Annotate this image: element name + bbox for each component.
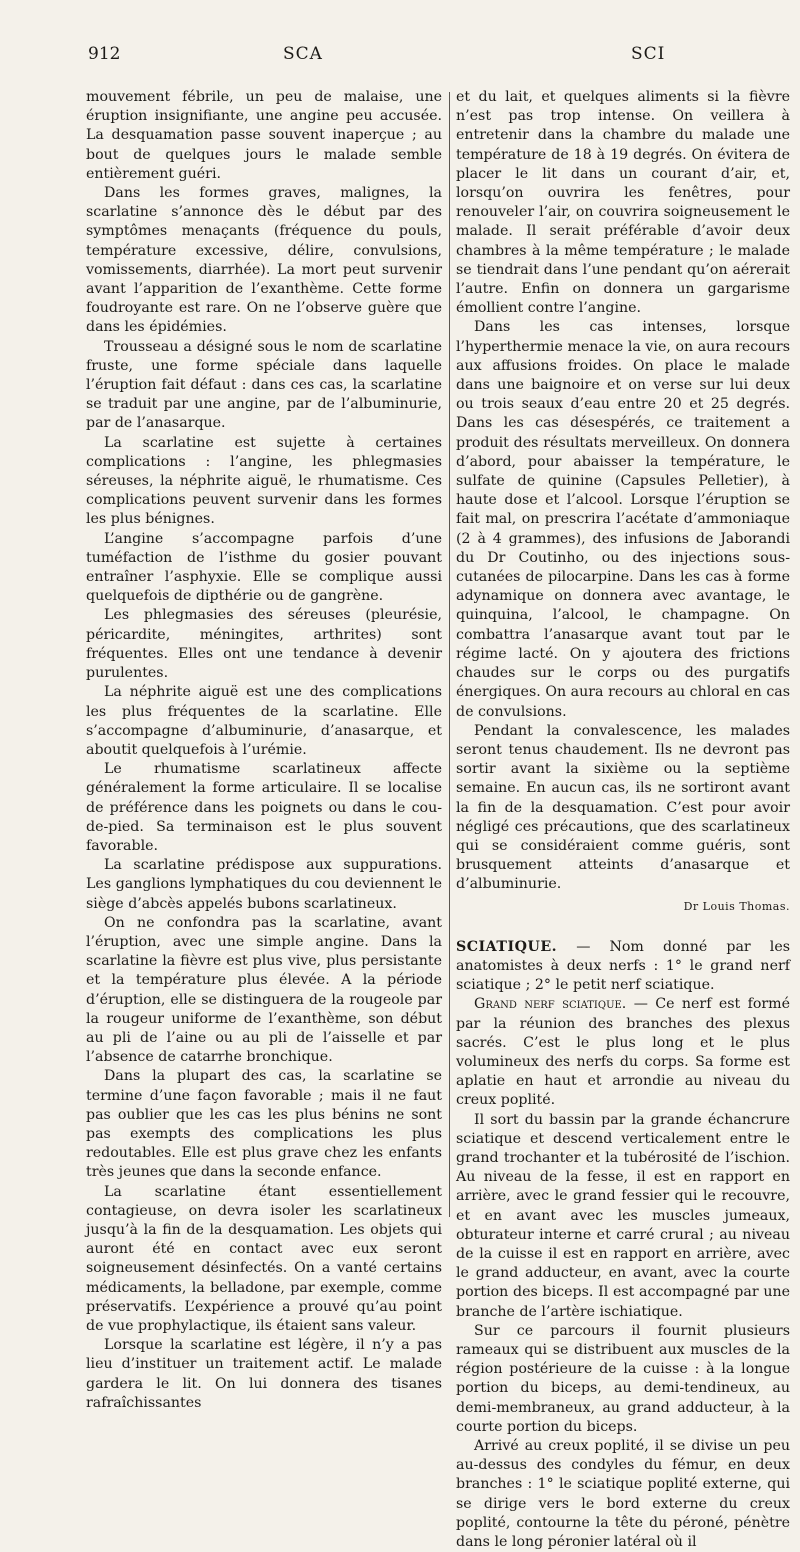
paragraph: Dans les formes graves, malignes, la scarlatine s’annonce dès le début par des symptômes menaçants (fréquence du pouls, température excessive, délire, convulsions, vomissements, diarrhée). La mort peut survenir avant l’apparition de l’exanthème. Cette forme foudroyante est rare. On ne l’observe guère que dans les épidémies.	[86, 185, 442, 336]
paragraph: Arrivé au creux poplité, il se divise un peu au-dessus des condyles du fémur, en deux branches : 1° le sciatique poplité externe, qui se dirige vers le bord externe du creux poplité, contourne la tête du péroné, pénètre dans le long péronier latéral où il	[456, 1438, 790, 1551]
right-column	[456, 88, 790, 1552]
paragraph: Lorsque la scarlatine est légère, il n’y a pas lieu d’instituer un traitement actif. Le malade gardera le lit. On lui donnera des tisanes rafraîchissantes	[86, 1337, 442, 1411]
paragraph: On ne confondra pas la scarlatine, avant l’éruption, avec une simple angine. Dans la scarlatine la fièvre est plus vive, plus persistante et la température plus élevée. A la période d’éruption, elle se distinguera de la rougeole par la rougeur uniforme de l’exanthème, son début au pli de l’aine ou au pli de l’aisselle et par l’absence de catarrhe bronchique.	[86, 914, 442, 1066]
entry-definition	[456, 938, 790, 996]
paragraph: La scarlatine est sujette à certaines complications : l’angine, les phlegmasies séreuses, la néphrite aiguë, le rhumatisme. Ces complications peuvent survenir dans les formes les plus bénignes.	[86, 434, 442, 528]
entry-headword: SCIATIQUE.	[456, 938, 558, 955]
subsection-paragraph	[456, 995, 790, 1110]
paragraph: La néphrite aiguë est une des complications les plus fréquentes de la scarlatine. Elle s’accompagne d’albuminurie, d’anasarque, et aboutit quelquefois à l’urémie.	[86, 684, 442, 758]
subsection-text: — Ce nerf est formé par la réunion des branches des plexus sacrés. C’est le plus long et le plus volumineux des nerfs du corps. Sa forme est aplatie en haut et arrondie au niveau du creux poplité.	[456, 996, 790, 1109]
entry-definition-text: — Nom donné par les anatomistes à deux nerfs : 1° le grand nerf sciatique ; 2° le petit nerf sciatique.	[456, 938, 790, 994]
running-header	[88, 44, 778, 74]
paragraph: Trousseau a désigné sous le nom de scarlatine fruste, une forme spéciale dans laquelle l’éruption fait défaut : dans ces cas, la scarlatine se traduit par une angine, par de l’albuminurie, par de l’anasarque.	[86, 338, 442, 432]
left-running-head: SCA	[283, 44, 323, 64]
paragraph: La scarlatine prédispose aux suppurations. Les ganglions lymphatiques du cou deviennent le siège d’abcès appelés bubons scarlatineux.	[86, 857, 442, 912]
paragraph: La scarlatine étant essentiellement contagieuse, on devra isoler les scarlatineux jusqu’à la fin de la desquamation. Les objets qui auront été en contact avec eux seront soigneusement désinfectés. On a vanté certains médicaments, la belladone, par exemple, comme préservatifs. L’expérience a prouvé qu’au point de vue prophylactique, ils étaient sans valeur.	[86, 1183, 442, 1334]
paragraph: et du lait, et quelques aliments si la fièvre n’est pas trop intense. On veillera à entretenir dans la chambre du malade une température de 18 à 19 degrés. On évitera de placer le lit dans un courant d’air, et, lorsqu’on ouvrira les fenêtres, pour renouveler l’air, on couvrira soigneusement le malade. Il serait préférable d’avoir deux chambres à la même température ; le malade se tiendrait dans l’une pendant qu’on aérerait l’autre. Enfin on donnera un gargarisme émollient contre l’angine.	[456, 89, 790, 317]
page-number: 912	[88, 44, 121, 64]
paragraph: Le rhumatisme scarlatineux affecte généralement la forme articulaire. Il se localise de préférence dans les poignets ou dans le cou-de-pied. Sa terminaison est le plus souvent favorable.	[86, 761, 442, 854]
subsection-heading: Grand nerf sciatique.	[474, 996, 627, 1013]
paragraph: Pendant la convalescence, les malades seront tenus chaudement. Ils ne devront pas sortir avant la sixième ou la septième semaine. En aucun cas, ils ne sortiront avant la fin de la desquamation. C’est pour avoir négligé ces précautions, que des scarlatineux qui se considéraient comme guéris, sont brusquement atteints d’anasarque et d’albuminurie.	[456, 722, 790, 893]
paragraph: Dans la plupart des cas, la scarlatine se termine d’une façon favorable ; mais il ne faut pas oublier que les cas les plus bénins ne sont pas exempts des complications les plus redoutables. Elle est plus grave chez les enfants très jeunes que dans la seconde enfance.	[86, 1068, 442, 1181]
paragraph: L’angine s’accompagne parfois d’une tuméfaction de l’isthme du gosier pouvant entraîner l’asphyxie. Elle se complique aussi quelquefois de dipthérie ou de gangrène.	[86, 530, 442, 605]
left-column	[86, 88, 442, 1413]
paragraph: Dans les cas intenses, lorsque l’hyperthermie menace la vie, on aura recours aux affusions froides. On place le malade dans une baignoire et on verse sur lui deux ou trois seaux d’eau entre 20 et 25 degrés. Dans les cas désespérés, ce traitement a produit des résultats merveilleux. On donnera d’abord, pour abaisser la température, le sulfate de quinine (Capsules Pelletier), à haute dose et l’alcool. Lorsque l’éruption se fait mal, on prescrira l’acétate d’ammoniaque (2 à 4 grammes), des infusions de Jaborandi du Dr Coutinho, ou des injections sous-cutanées de pilocarpine. Dans les cas à forme adynamique on donnera avec avantage, le quinquina, l’alcool, le champagne. On combattra l’anasarque avant tout par le régime lacté. On y ajoutera des frictions chaudes sur le corps ou des purgatifs énergiques. On aura recours au chloral en cas de convulsions.	[456, 319, 790, 720]
paragraph: Il sort du bassin par la grande échancrure sciatique et descend verticalement entre le grand trochanter et la tubérosité de l’ischion. Au niveau de la fesse, il est en rapport en arrière, avec le grand fessier qui le recouvre, et en avant avec les muscles jumeaux, obturateur interne et carré crural ; au niveau de la cuisse il est en rapport en arrière, avec le grand adducteur, en avant, avec la courte portion des biceps. Il est accompagné par une branche de l’artère ischiatique.	[456, 1111, 790, 1320]
paragraph: mouvement fébrile, un peu de malaise, une éruption insignifiante, une angine peu accusée. La desquamation passe souvent inaperçue ; au bout de quelques jours le malade semble entièrement guéri.	[86, 89, 442, 182]
section-gap	[456, 916, 790, 938]
column-divider	[449, 92, 450, 1217]
author-signature: Dr Louis Thomas.	[683, 899, 790, 913]
right-running-head: SCI	[631, 44, 666, 64]
paragraph: Sur ce parcours il fournit plusieurs rameaux qui se distribuent aux muscles de la région postérieure de la cuisse : à la longue portion du biceps, au demi-tendineux, au demi-membraneux, au grand adducteur, à la courte portion du biceps.	[456, 1322, 790, 1435]
paragraph: Les phlegmasies des séreuses (pleurésie, péricardite, méningites, arthrites) sont fréquentes. Elles ont une tendance à devenir purulentes.	[86, 607, 442, 682]
